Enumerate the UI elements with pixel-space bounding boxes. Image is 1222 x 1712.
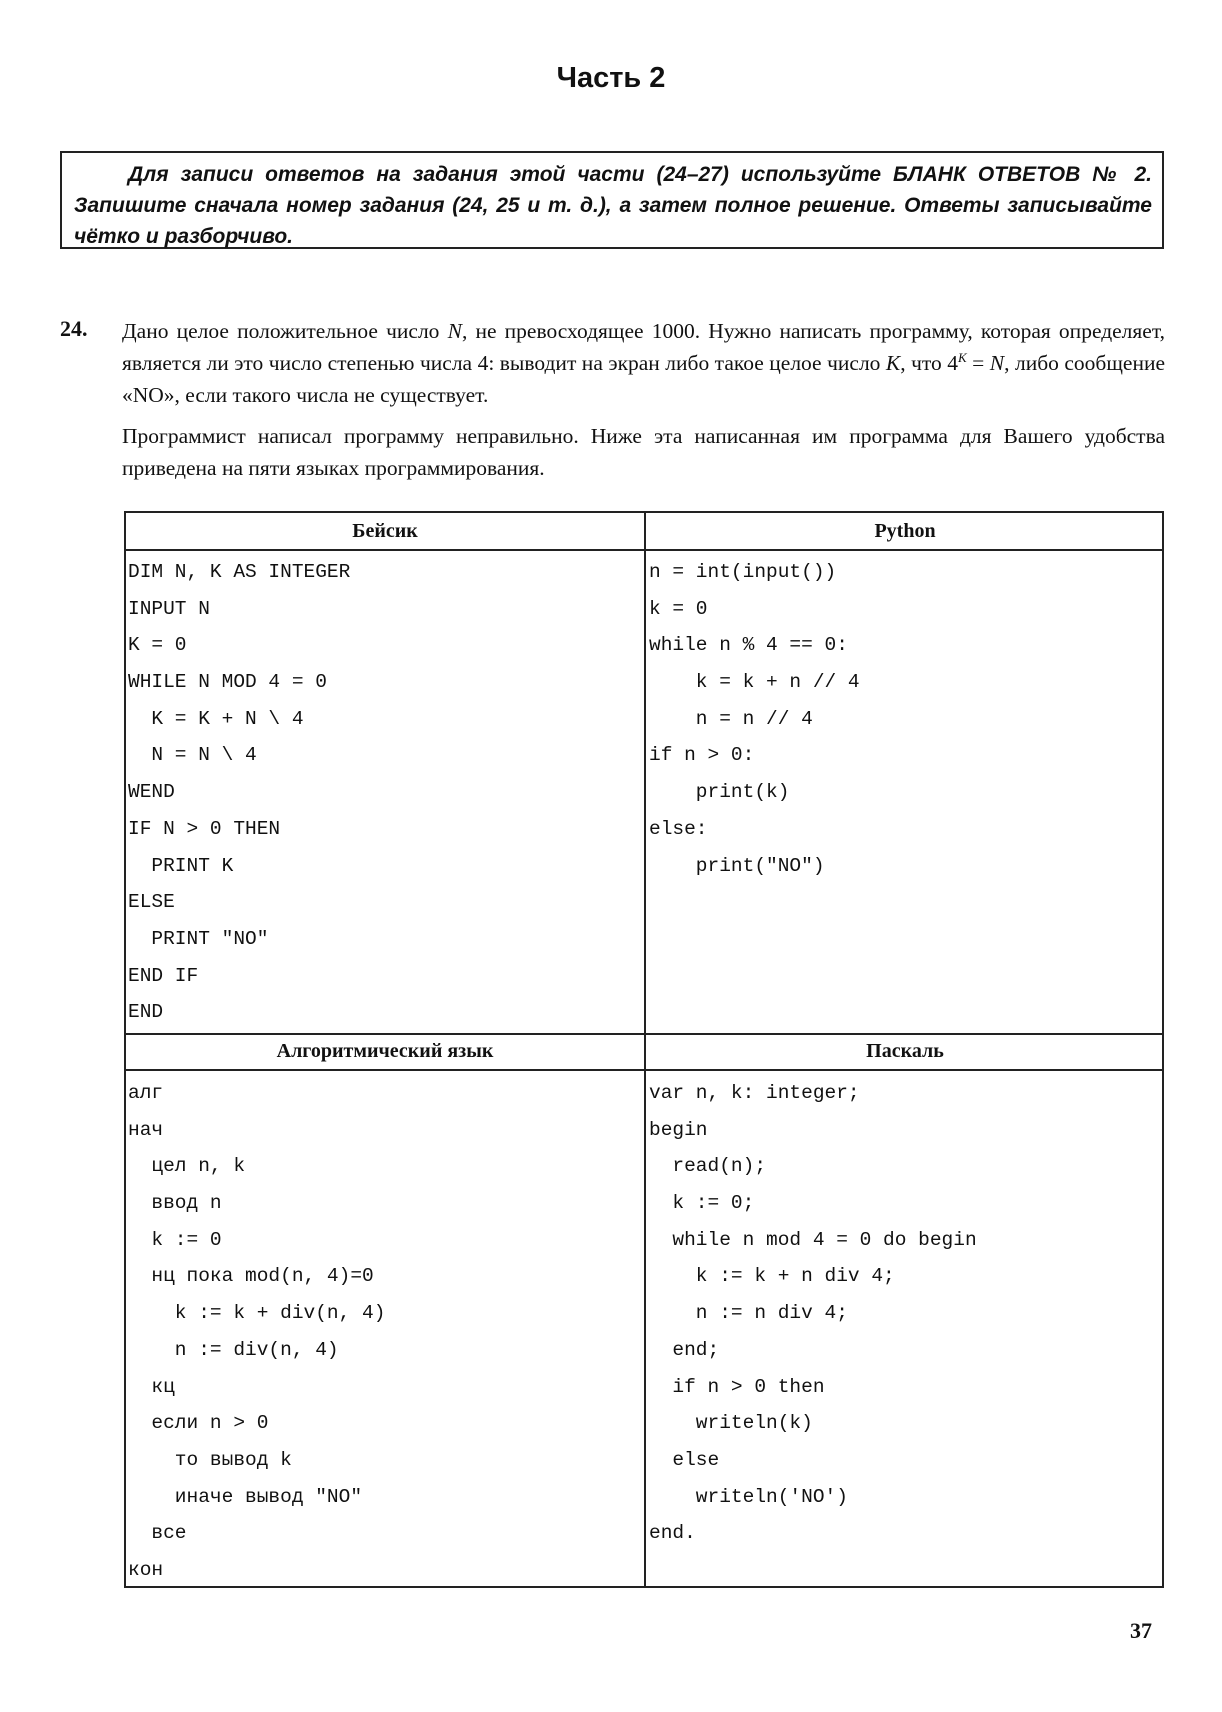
- header-divider: [126, 549, 1162, 551]
- code-line: writeln(k): [649, 1412, 813, 1435]
- code-line: то вывод k: [128, 1448, 292, 1471]
- task-statement: [122, 315, 1165, 411]
- code-line: DIM N, K AS INTEGER: [128, 561, 351, 583]
- python-header: Python: [874, 520, 936, 542]
- variable-k: K: [885, 351, 901, 375]
- code-line: else: [649, 1448, 720, 1471]
- code-line: нц пока mod(n, 4)=0: [128, 1265, 374, 1288]
- code-line: кц: [128, 1375, 175, 1398]
- instructions-text: Для записи ответов на задания этой части (24–27) используйте БЛАНК ОТВЕТОВ № 2. Запишите сначала номер задания (24, 25 и т. д.), а затем полное решение. Ответы записывайте чётко и разборчиво.: [74, 163, 1152, 248]
- code-line: END IF: [128, 964, 199, 987]
- code-line: ELSE: [128, 891, 175, 914]
- code-line: end;: [649, 1338, 720, 1361]
- code-line: K = 0: [128, 634, 187, 657]
- exponent-k: K: [958, 349, 967, 365]
- code-line: read(n);: [649, 1155, 767, 1178]
- variable-n: N: [447, 319, 462, 343]
- code-line: if n > 0:: [649, 744, 755, 767]
- task-note: Программист написал программу неправильно. Ниже эта написанная им программа для Вашего удобства приведена на пяти языках программирования.: [122, 424, 1165, 480]
- code-line: writeln('NO'): [649, 1485, 848, 1508]
- code-line: K = K + N \ 4: [128, 707, 304, 730]
- code-line: нач: [128, 1118, 164, 1141]
- statement-part: =: [966, 351, 990, 375]
- header-divider: [126, 1069, 1162, 1071]
- statement-part: , что 4: [900, 351, 959, 375]
- code-line: k := 0: [128, 1228, 222, 1251]
- code-table: [124, 511, 1164, 1588]
- code-line: если n > 0: [128, 1412, 269, 1435]
- code-line: if n > 0 then: [649, 1375, 825, 1398]
- code-line: все: [128, 1522, 187, 1545]
- code-line: PRINT "NO": [128, 927, 269, 950]
- code-line: PRINT K: [128, 854, 234, 877]
- code-line: INPUT N: [128, 597, 210, 620]
- code-line: IF N > 0 THEN: [128, 817, 281, 840]
- code-line: end.: [649, 1522, 696, 1545]
- code-line: n = int(input()): [649, 561, 837, 583]
- algo-header: Алгоритмический язык: [276, 1040, 494, 1062]
- code-line: print(k): [649, 781, 790, 804]
- code-line: k = k + n // 4: [649, 671, 860, 694]
- code-line: WEND: [128, 781, 175, 804]
- statement-part: , не превосходящее 1000. Нужно написать программу, которая определяет, является ли это число степенью числа 4: выводит на экран либо такое целое число: [122, 319, 1165, 375]
- instructions-box: [60, 151, 1164, 249]
- code-line: цел n, k: [128, 1155, 246, 1178]
- code-line: ввод n: [128, 1192, 222, 1215]
- statement-part: Дано целое положительное число: [122, 319, 448, 343]
- code-line: k := k + div(n, 4): [128, 1302, 386, 1325]
- python-code: [649, 554, 860, 884]
- page-number: 37: [1130, 1618, 1152, 1643]
- code-line: while n mod 4 = 0 do begin: [649, 1228, 977, 1251]
- code-line: n = n // 4: [649, 707, 813, 730]
- code-line: print("NO"): [649, 854, 825, 877]
- code-line: N = N \ 4: [128, 744, 257, 767]
- code-line: while n % 4 == 0:: [649, 634, 848, 657]
- code-line: k = 0: [649, 597, 708, 620]
- statement-part: , либо сообщение «NO», если такого числа не существует.: [122, 351, 1165, 407]
- basic-code: [128, 554, 350, 1031]
- code-line: else:: [649, 817, 708, 840]
- algo-code: [128, 1075, 385, 1589]
- code-line: кон: [128, 1558, 164, 1581]
- code-line: k := k + n div 4;: [649, 1265, 895, 1288]
- code-line: иначе вывод "NO": [128, 1485, 363, 1508]
- code-line: алг: [128, 1082, 164, 1104]
- basic-header: Бейсик: [352, 520, 418, 542]
- pascal-header: Паскаль: [866, 1040, 944, 1062]
- code-line: END: [128, 1001, 164, 1024]
- code-line: n := div(n, 4): [128, 1338, 339, 1361]
- code-line: WHILE N MOD 4 = 0: [128, 671, 327, 694]
- code-line: n := n div 4;: [649, 1302, 848, 1325]
- code-line: k := 0;: [649, 1192, 755, 1215]
- code-line: var n, k: integer;: [649, 1082, 860, 1104]
- task-number: 24.: [60, 316, 88, 341]
- code-line: begin: [649, 1118, 708, 1141]
- variable-n: N: [989, 351, 1005, 375]
- pascal-code: [649, 1075, 977, 1552]
- page-title: Часть 2: [556, 62, 666, 94]
